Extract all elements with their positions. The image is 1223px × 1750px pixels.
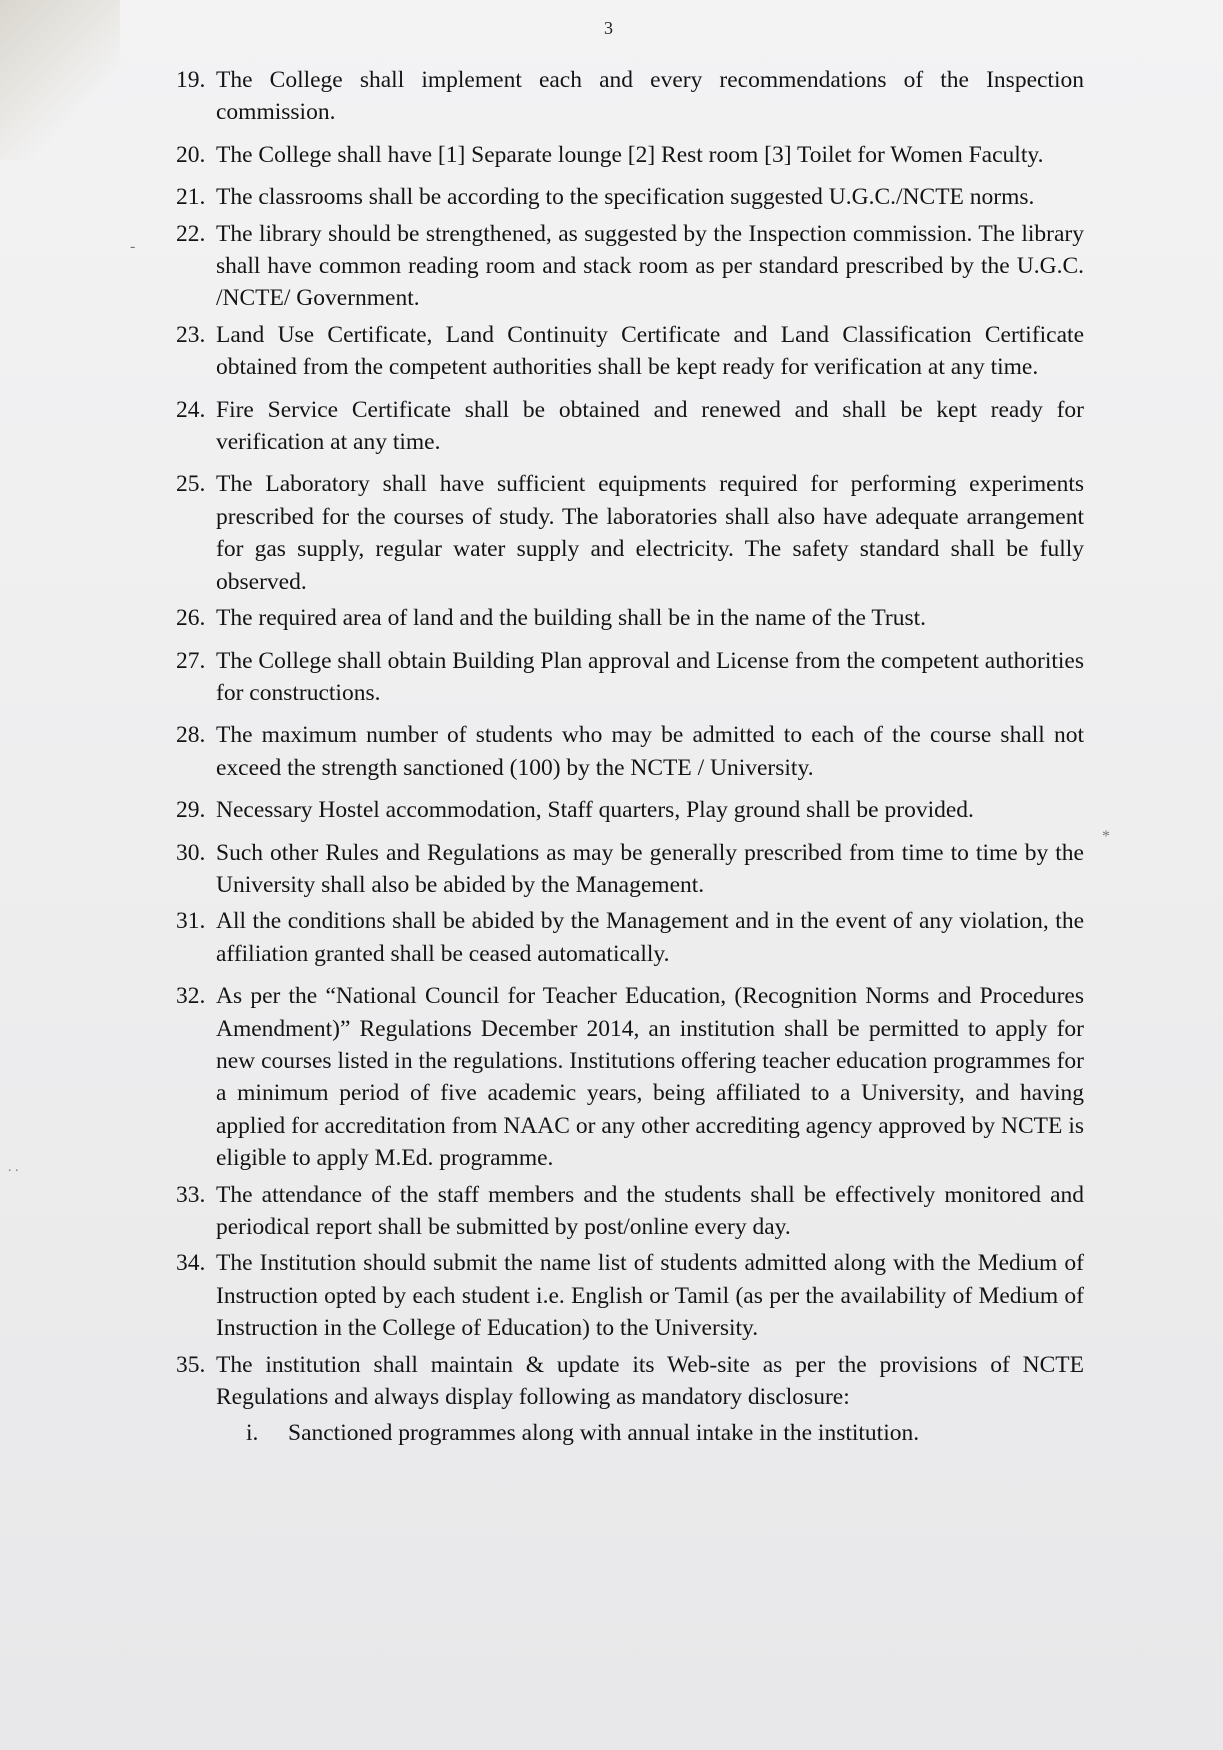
item-text: Land Use Certificate, Land Continuity Certificate and Land Classification Certificate obtained from the competent authorities shall be kept ready for verification at any time. (216, 321, 1084, 381)
item-text: All the conditions shall be abided by the Management and in the event of any violation, the affiliation granted shall be ceased automatically. (216, 908, 1084, 967)
item-number: 23. (176, 321, 206, 348)
item-text: The required area of land and the building shall be in the name of the Trust. (216, 605, 927, 632)
item-number: 25. (176, 471, 206, 498)
item-number: 29. (176, 797, 206, 824)
scan-mark: * (1102, 828, 1110, 845)
item-text: The Laboratory shall have sufficient equipments required for performing experiments prescribed for the courses of study. The laboratories shall also have adequate arrangement for gas supply, regular water supply and electricity. The safety standard shall be fully observed. (216, 471, 1084, 595)
item-number: 21. (176, 184, 206, 211)
list-item (176, 468, 1084, 598)
page-number: 3 (604, 18, 613, 38)
list-item (176, 645, 1084, 710)
item-text: The College shall implement each and every recommendations of the Inspection commission. (216, 67, 1084, 126)
item-text: The Institution should submit the name list of students admitted along with the Medium of Instruction opted by each student i.e. English or Tamil (as per the availability of Medium of Instruction in the College of Education) to the University. (216, 1250, 1084, 1342)
item-number: 26. (176, 605, 206, 632)
list-item (176, 139, 1084, 171)
list-item (176, 980, 1084, 1174)
list-item (176, 905, 1084, 970)
item-number: 35. (176, 1351, 206, 1378)
list-item (176, 1247, 1084, 1344)
list-item (176, 1179, 1084, 1244)
item-text: As per the “National Council for Teacher Education, (Recognition Norms and Procedures Amendment)” Regulations December 2014, an institution shall be permitted to apply for new courses listed in the regulations. Institutions offering teacher education programmes for a minimum period of five academic years, being affiliated to a University, and having applied for accreditation from NAAC or any other accrediting agency approved by NCTE is eligible to apply M.Ed. programme. (216, 983, 1084, 1172)
page-corner-shadow (0, 0, 120, 160)
item-number: 28. (176, 722, 206, 749)
item-text: Necessary Hostel accommodation, Staff quarters, Play ground shall be provided. (216, 797, 974, 824)
conditions-list (176, 64, 1084, 1450)
item-text: The library should be strengthened, as suggested by the Inspection commission. The library shall have common reading room and stack room as per standard prescribed by the U.G.C. /NCTE/ Government. (216, 220, 1084, 312)
item-text: The attendance of the staff members and the students shall be effectively monitored and periodical report shall be submitted by post/online every day. (216, 1181, 1084, 1240)
sub-list-item (216, 1417, 1084, 1449)
scan-mark: . . (8, 1160, 19, 1175)
list-item (176, 794, 1084, 826)
item-text: Such other Rules and Regulations as may be generally prescribed from time to time by the University shall also be abided by the Management. (216, 839, 1084, 898)
item-text: The College shall have [1] Separate lounge [2] Rest room [3] Toilet for Women Faculty. (216, 141, 1044, 168)
item-number: 19. (176, 67, 206, 93)
item-number: 30. (176, 839, 206, 866)
list-item (176, 394, 1084, 459)
list-item (176, 319, 1084, 384)
item-number: 24. (176, 396, 206, 423)
list-item (176, 218, 1084, 315)
list-item (176, 602, 1084, 634)
list-item (176, 1349, 1084, 1414)
item-text: Fire Service Certificate shall be obtained and renewed and shall be kept ready for verification at any time. (216, 396, 1084, 456)
item-number: 31. (176, 908, 206, 935)
item-text: The maximum number of students who may be admitted to each of the course shall not exceed the strength sanctioned (100) by the NCTE / University. (216, 722, 1084, 781)
item-number: 20. (176, 141, 206, 168)
item-number: 34. (176, 1250, 206, 1277)
item-number: 33. (176, 1181, 206, 1208)
item-text: The classrooms shall be according to the specification suggested U.G.C./NCTE norms. (216, 184, 1035, 211)
list-item (176, 719, 1084, 784)
sub-item-text: Sanctioned programmes along with annual intake in the institution. (288, 1420, 920, 1447)
item-number: 32. (176, 983, 206, 1010)
list-item (176, 837, 1084, 902)
list-item (176, 64, 1084, 129)
sub-item-number: i. (246, 1420, 259, 1447)
item-text: The College shall obtain Building Plan approval and License from the competent authorities for constructions. (216, 647, 1084, 706)
list-item (176, 181, 1084, 213)
item-number: 27. (176, 647, 206, 674)
item-number: 22. (176, 220, 206, 247)
scan-mark: - (130, 238, 136, 255)
item-text: The institution shall maintain & update its Web-site as per the provisions of NCTE Regulations and always display following as mandatory disclosure: (216, 1351, 1084, 1411)
